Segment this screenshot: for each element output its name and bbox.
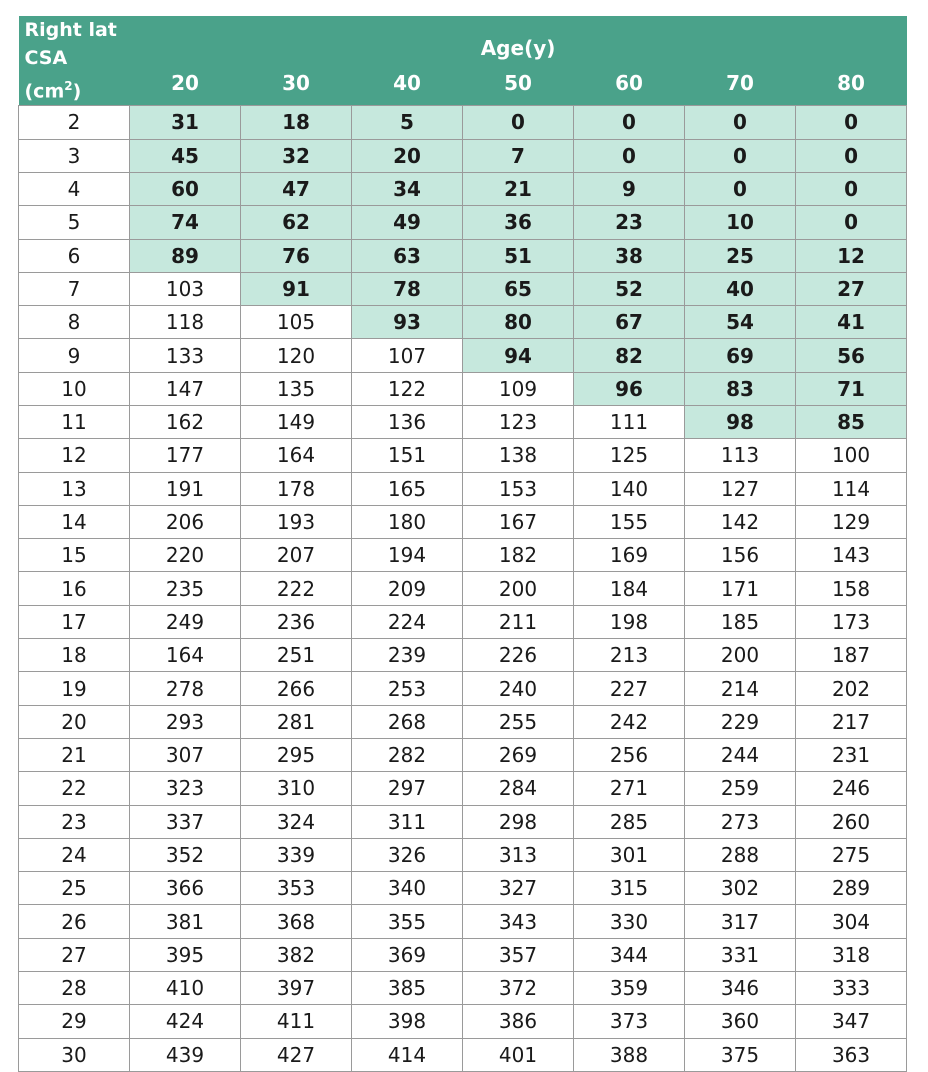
value-cell: 103: [130, 272, 241, 305]
value-cell: 246: [796, 772, 907, 805]
table-row: [19, 272, 907, 305]
value-cell: 359: [574, 972, 685, 1005]
corner-label-superscript: 2: [64, 79, 73, 93]
value-cell: 266: [241, 672, 352, 705]
value-cell: 268: [352, 705, 463, 738]
value-cell: 167: [463, 505, 574, 538]
value-cell: 191: [130, 472, 241, 505]
value-cell: 273: [685, 805, 796, 838]
value-cell: 411: [241, 1005, 352, 1038]
value-cell: 395: [130, 938, 241, 971]
value-cell: 224: [352, 605, 463, 638]
value-cell: 355: [352, 905, 463, 938]
value-cell: 220: [130, 539, 241, 572]
value-cell: 344: [574, 938, 685, 971]
value-cell: 153: [463, 472, 574, 505]
value-cell: 21: [463, 172, 574, 205]
table-row: [19, 372, 907, 405]
value-cell: 80: [463, 306, 574, 339]
value-cell: 177: [130, 439, 241, 472]
value-cell: 323: [130, 772, 241, 805]
csa-cell: 19: [19, 672, 130, 705]
value-cell: 198: [574, 605, 685, 638]
table-row: [19, 339, 907, 372]
value-cell: 372: [463, 972, 574, 1005]
value-cell: 343: [463, 905, 574, 938]
value-cell: 200: [685, 639, 796, 672]
value-cell: 98: [685, 406, 796, 439]
value-cell: 51: [463, 239, 574, 272]
csa-cell: 20: [19, 705, 130, 738]
csa-cell: 5: [19, 206, 130, 239]
value-cell: 193: [241, 505, 352, 538]
value-cell: 65: [463, 272, 574, 305]
value-cell: 353: [241, 872, 352, 905]
value-cell: 327: [463, 872, 574, 905]
value-cell: 315: [574, 872, 685, 905]
value-cell: 136: [352, 406, 463, 439]
csa-cell: 6: [19, 239, 130, 272]
value-cell: 311: [352, 805, 463, 838]
value-cell: 347: [796, 1005, 907, 1038]
value-cell: 23: [574, 206, 685, 239]
value-cell: 76: [241, 239, 352, 272]
value-cell: 202: [796, 672, 907, 705]
table-row: [19, 306, 907, 339]
value-cell: 331: [685, 938, 796, 971]
table-header: [19, 16, 907, 106]
table-row: [19, 139, 907, 172]
csa-cell: 30: [19, 1038, 130, 1071]
value-cell: 414: [352, 1038, 463, 1071]
table-row: [19, 639, 907, 672]
value-cell: 284: [463, 772, 574, 805]
value-cell: 31: [130, 106, 241, 139]
value-cell: 111: [574, 406, 685, 439]
table-body: [19, 106, 907, 1072]
table-row: [19, 206, 907, 239]
value-cell: 83: [685, 372, 796, 405]
value-cell: 123: [463, 406, 574, 439]
value-cell: 289: [796, 872, 907, 905]
value-cell: 91: [241, 272, 352, 305]
value-cell: 363: [796, 1038, 907, 1071]
table-row: [19, 1038, 907, 1071]
value-cell: 10: [685, 206, 796, 239]
value-cell: 275: [796, 838, 907, 871]
value-cell: 340: [352, 872, 463, 905]
value-cell: 281: [241, 705, 352, 738]
value-cell: 52: [574, 272, 685, 305]
value-cell: 313: [463, 838, 574, 871]
age-column-header: 40: [352, 60, 463, 106]
csa-cell: 27: [19, 938, 130, 971]
value-cell: 333: [796, 972, 907, 1005]
table-row: [19, 572, 907, 605]
age-group-header: Age(y): [130, 16, 907, 60]
value-cell: 45: [130, 139, 241, 172]
value-cell: 25: [685, 239, 796, 272]
value-cell: 82: [574, 339, 685, 372]
value-cell: 113: [685, 439, 796, 472]
value-cell: 40: [685, 272, 796, 305]
value-cell: 381: [130, 905, 241, 938]
table-row: [19, 406, 907, 439]
value-cell: 352: [130, 838, 241, 871]
value-cell: 259: [685, 772, 796, 805]
csa-cell: 25: [19, 872, 130, 905]
value-cell: 382: [241, 938, 352, 971]
value-cell: 125: [574, 439, 685, 472]
value-cell: 293: [130, 705, 241, 738]
value-cell: 69: [685, 339, 796, 372]
value-cell: 142: [685, 505, 796, 538]
value-cell: 49: [352, 206, 463, 239]
table-row: [19, 239, 907, 272]
value-cell: 388: [574, 1038, 685, 1071]
csa-cell: 23: [19, 805, 130, 838]
value-cell: 138: [463, 439, 574, 472]
value-cell: 375: [685, 1038, 796, 1071]
csa-cell: 7: [19, 272, 130, 305]
value-cell: 397: [241, 972, 352, 1005]
value-cell: 304: [796, 905, 907, 938]
value-cell: 41: [796, 306, 907, 339]
lookup-table: [18, 16, 907, 1072]
value-cell: 211: [463, 605, 574, 638]
value-cell: 0: [574, 139, 685, 172]
value-cell: 155: [574, 505, 685, 538]
value-cell: 114: [796, 472, 907, 505]
table-row: [19, 605, 907, 638]
age-column-header: 80: [796, 60, 907, 106]
value-cell: 85: [796, 406, 907, 439]
age-column-header: 70: [685, 60, 796, 106]
value-cell: 240: [463, 672, 574, 705]
value-cell: 386: [463, 1005, 574, 1038]
value-cell: 337: [130, 805, 241, 838]
value-cell: 67: [574, 306, 685, 339]
value-cell: 260: [796, 805, 907, 838]
value-cell: 357: [463, 938, 574, 971]
csa-cell: 15: [19, 539, 130, 572]
value-cell: 278: [130, 672, 241, 705]
value-cell: 401: [463, 1038, 574, 1071]
value-cell: 209: [352, 572, 463, 605]
value-cell: 187: [796, 639, 907, 672]
csa-cell: 26: [19, 905, 130, 938]
value-cell: 0: [463, 106, 574, 139]
value-cell: 226: [463, 639, 574, 672]
value-cell: 12: [796, 239, 907, 272]
csa-cell: 22: [19, 772, 130, 805]
value-cell: 147: [130, 372, 241, 405]
csa-cell: 10: [19, 372, 130, 405]
table-row: [19, 805, 907, 838]
value-cell: 369: [352, 938, 463, 971]
corner-header: [19, 16, 130, 106]
value-cell: 171: [685, 572, 796, 605]
table-row: [19, 772, 907, 805]
csa-cell: 9: [19, 339, 130, 372]
value-cell: 236: [241, 605, 352, 638]
csa-cell: 2: [19, 106, 130, 139]
value-cell: 62: [241, 206, 352, 239]
table-row: [19, 872, 907, 905]
csa-cell: 4: [19, 172, 130, 205]
value-cell: 0: [796, 172, 907, 205]
value-cell: 398: [352, 1005, 463, 1038]
table-row: [19, 172, 907, 205]
value-cell: 164: [130, 639, 241, 672]
value-cell: 326: [352, 838, 463, 871]
age-column-header: 20: [130, 60, 241, 106]
value-cell: 360: [685, 1005, 796, 1038]
value-cell: 346: [685, 972, 796, 1005]
value-cell: 298: [463, 805, 574, 838]
value-cell: 105: [241, 306, 352, 339]
table-row: [19, 1005, 907, 1038]
value-cell: 235: [130, 572, 241, 605]
value-cell: 214: [685, 672, 796, 705]
value-cell: 285: [574, 805, 685, 838]
age-column-header: 60: [574, 60, 685, 106]
csa-cell: 21: [19, 738, 130, 771]
value-cell: 0: [796, 206, 907, 239]
value-cell: 244: [685, 738, 796, 771]
value-cell: 149: [241, 406, 352, 439]
value-cell: 7: [463, 139, 574, 172]
value-cell: 242: [574, 705, 685, 738]
value-cell: 47: [241, 172, 352, 205]
value-cell: 164: [241, 439, 352, 472]
value-cell: 18: [241, 106, 352, 139]
value-cell: 127: [685, 472, 796, 505]
value-cell: 151: [352, 439, 463, 472]
value-cell: 34: [352, 172, 463, 205]
value-cell: 94: [463, 339, 574, 372]
value-cell: 71: [796, 372, 907, 405]
value-cell: 0: [796, 139, 907, 172]
value-cell: 366: [130, 872, 241, 905]
value-cell: 185: [685, 605, 796, 638]
csa-cell: 8: [19, 306, 130, 339]
csa-cell: 29: [19, 1005, 130, 1038]
value-cell: 307: [130, 738, 241, 771]
age-column-header: 30: [241, 60, 352, 106]
table-row: [19, 838, 907, 871]
value-cell: 217: [796, 705, 907, 738]
value-cell: 249: [130, 605, 241, 638]
table-row: [19, 972, 907, 1005]
value-cell: 78: [352, 272, 463, 305]
value-cell: 36: [463, 206, 574, 239]
value-cell: 162: [130, 406, 241, 439]
value-cell: 109: [463, 372, 574, 405]
value-cell: 424: [130, 1005, 241, 1038]
value-cell: 89: [130, 239, 241, 272]
value-cell: 0: [685, 139, 796, 172]
value-cell: 96: [574, 372, 685, 405]
value-cell: 54: [685, 306, 796, 339]
value-cell: 173: [796, 605, 907, 638]
value-cell: 213: [574, 639, 685, 672]
table-row: [19, 938, 907, 971]
csa-cell: 12: [19, 439, 130, 472]
value-cell: 206: [130, 505, 241, 538]
value-cell: 302: [685, 872, 796, 905]
value-cell: 231: [796, 738, 907, 771]
value-cell: 107: [352, 339, 463, 372]
csa-cell: 11: [19, 406, 130, 439]
value-cell: 288: [685, 838, 796, 871]
value-cell: 56: [796, 339, 907, 372]
value-cell: 330: [574, 905, 685, 938]
value-cell: 156: [685, 539, 796, 572]
age-column-header: 50: [463, 60, 574, 106]
csa-cell: 13: [19, 472, 130, 505]
csa-cell: 24: [19, 838, 130, 871]
value-cell: 269: [463, 738, 574, 771]
value-cell: 74: [130, 206, 241, 239]
value-cell: 410: [130, 972, 241, 1005]
value-cell: 0: [574, 106, 685, 139]
value-cell: 0: [685, 172, 796, 205]
table-row: [19, 905, 907, 938]
value-cell: 239: [352, 639, 463, 672]
table-row: [19, 472, 907, 505]
value-cell: 9: [574, 172, 685, 205]
value-cell: 60: [130, 172, 241, 205]
value-cell: 256: [574, 738, 685, 771]
value-cell: 282: [352, 738, 463, 771]
value-cell: 222: [241, 572, 352, 605]
value-cell: 271: [574, 772, 685, 805]
age-header-row: [19, 60, 907, 106]
value-cell: 0: [796, 106, 907, 139]
csa-cell: 18: [19, 639, 130, 672]
table-row: [19, 738, 907, 771]
value-cell: 5: [352, 106, 463, 139]
value-cell: 373: [574, 1005, 685, 1038]
corner-label-line1: Right lat: [24, 19, 117, 41]
value-cell: 143: [796, 539, 907, 572]
value-cell: 133: [130, 339, 241, 372]
csa-cell: 17: [19, 605, 130, 638]
value-cell: 38: [574, 239, 685, 272]
value-cell: 180: [352, 505, 463, 538]
table-row: [19, 539, 907, 572]
value-cell: 194: [352, 539, 463, 572]
value-cell: 120: [241, 339, 352, 372]
corner-label-close: ): [72, 80, 82, 103]
value-cell: 178: [241, 472, 352, 505]
table-row: [19, 505, 907, 538]
value-cell: 385: [352, 972, 463, 1005]
table-row: [19, 672, 907, 705]
table-row: [19, 705, 907, 738]
csa-cell: 16: [19, 572, 130, 605]
value-cell: 251: [241, 639, 352, 672]
value-cell: 100: [796, 439, 907, 472]
value-cell: 439: [130, 1038, 241, 1071]
value-cell: 122: [352, 372, 463, 405]
value-cell: 140: [574, 472, 685, 505]
value-cell: 427: [241, 1038, 352, 1071]
value-cell: 297: [352, 772, 463, 805]
value-cell: 317: [685, 905, 796, 938]
value-cell: 255: [463, 705, 574, 738]
value-cell: 169: [574, 539, 685, 572]
value-cell: 227: [574, 672, 685, 705]
value-cell: 301: [574, 838, 685, 871]
table-row: [19, 106, 907, 139]
value-cell: 63: [352, 239, 463, 272]
value-cell: 339: [241, 838, 352, 871]
value-cell: 165: [352, 472, 463, 505]
value-cell: 200: [463, 572, 574, 605]
value-cell: 368: [241, 905, 352, 938]
value-cell: 207: [241, 539, 352, 572]
corner-label-line2: CSA (cm: [24, 47, 68, 103]
value-cell: 32: [241, 139, 352, 172]
value-cell: 184: [574, 572, 685, 605]
value-cell: 324: [241, 805, 352, 838]
value-cell: 310: [241, 772, 352, 805]
value-cell: 118: [130, 306, 241, 339]
value-cell: 27: [796, 272, 907, 305]
value-cell: 135: [241, 372, 352, 405]
value-cell: 20: [352, 139, 463, 172]
value-cell: 93: [352, 306, 463, 339]
csa-cell: 14: [19, 505, 130, 538]
value-cell: 295: [241, 738, 352, 771]
value-cell: 253: [352, 672, 463, 705]
value-cell: 182: [463, 539, 574, 572]
csa-cell: 28: [19, 972, 130, 1005]
value-cell: 158: [796, 572, 907, 605]
value-cell: 0: [685, 106, 796, 139]
value-cell: 318: [796, 938, 907, 971]
value-cell: 129: [796, 505, 907, 538]
table-row: [19, 439, 907, 472]
csa-cell: 3: [19, 139, 130, 172]
value-cell: 229: [685, 705, 796, 738]
